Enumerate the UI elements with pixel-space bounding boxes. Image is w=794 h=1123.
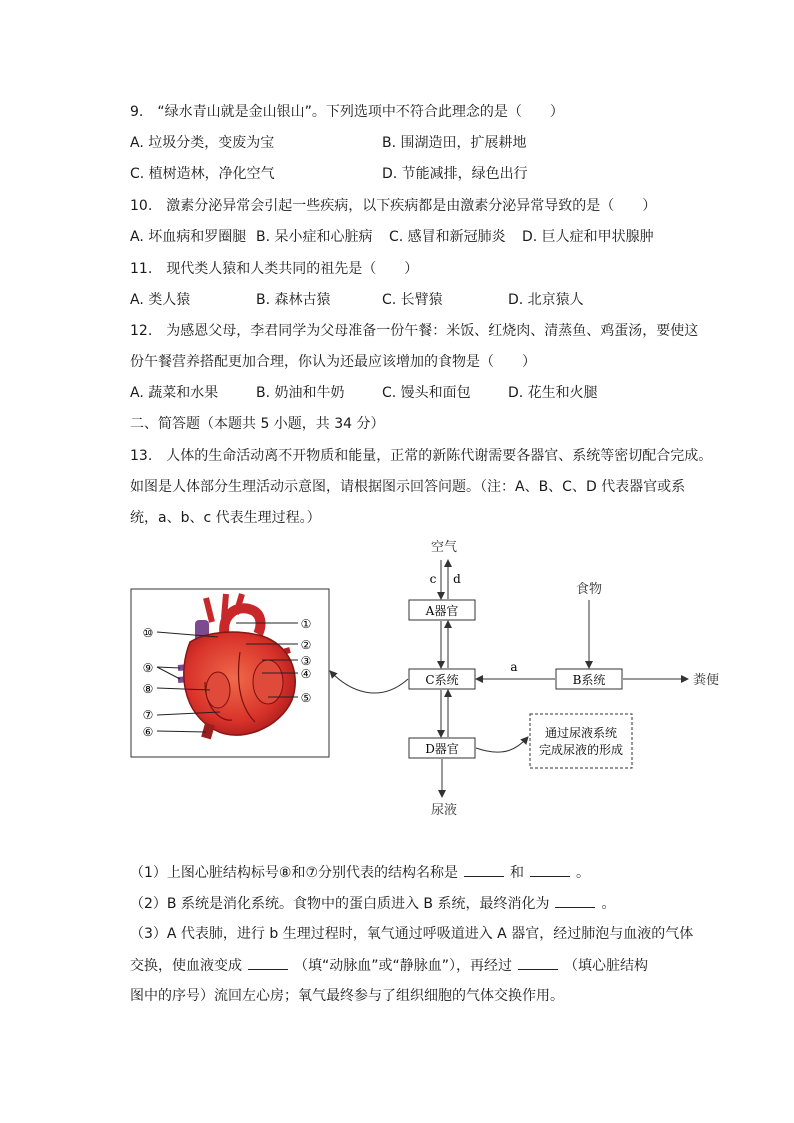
label-system-c: C系统 xyxy=(425,673,459,687)
q13-sub3-l2-text: 交换，使血液变成 xyxy=(130,958,242,974)
label-organ-d: D器官 xyxy=(425,742,459,756)
q13-sub1-end: 。 xyxy=(576,865,591,881)
q12-option-d: D. 花生和火腿 xyxy=(508,385,598,401)
label-urine: 尿液 xyxy=(430,803,458,818)
q12-option-a: A. 蔬菜和水果 xyxy=(130,385,219,401)
heart-label-7: ⑦ xyxy=(142,708,154,722)
answer-blank-4[interactable] xyxy=(248,955,288,970)
q12-stem-line2: 份午餐营养搭配更加合理，你认为还最应该增加的食物是（ ） xyxy=(130,354,536,370)
section-heading: 二、简答题（本题共 5 小题，共 34 分） xyxy=(130,416,385,432)
heart-label-1: ① xyxy=(300,617,312,631)
heart-label-4: ④ xyxy=(300,667,312,681)
q12-option-c: C. 馒头和面包 xyxy=(382,385,471,401)
q9-option-d: D. 节能减排，绿色出行 xyxy=(382,166,528,182)
q9-stem: 9. “绿水青山就是金山银山”。下列选项中不符合此理念的是（ ） xyxy=(130,104,564,120)
q13-intro-line1: 13. 人体的生命活动离不开物质和能量，正常的新陈代谢需要各器官、系统等密切配合完成。 xyxy=(130,448,713,464)
physiology-diagram xyxy=(0,532,794,822)
heart-label-5: ⑤ xyxy=(300,691,312,705)
q9-option-a: A. 垃圾分类，变废为宝 xyxy=(130,135,275,151)
q13-sub1-and: 和 xyxy=(510,865,525,881)
q11-option-b: B. 森林古猿 xyxy=(256,292,331,308)
q13-sub3-l2-hint: （填“动脉血”或“静脉血”），再经过 xyxy=(294,958,513,974)
q13-sub3-line1: （3）A 代表肺，进行 b 生理过程时，氧气通过呼吸道进入 A 器官，经过肺泡与血液的气体 xyxy=(130,926,694,942)
answer-blank-3[interactable] xyxy=(555,893,595,908)
label-feces: 粪便 xyxy=(693,673,720,688)
q9-option-c: C. 植树造林，净化空气 xyxy=(130,166,275,182)
q13-sub2 xyxy=(130,893,615,914)
label-organ-a: A器官 xyxy=(425,604,459,618)
q10-option-c: C. 感冒和新冠肺炎 xyxy=(389,229,506,245)
q13-intro-line2: 如图是人体部分生理活动示意图，请根据图示回答问题。（注：A、B、C、D 代表器官或系 xyxy=(130,479,686,495)
q13-sub3-line2 xyxy=(130,955,648,976)
q10-option-d: D. 巨人症和甲状腺肿 xyxy=(522,229,654,245)
q13-intro-line3: 统，a、b、c 代表生理过程。） xyxy=(130,510,321,526)
label-process-c: c xyxy=(429,572,437,586)
heart-label-10: ⑩ xyxy=(142,626,154,640)
q13-sub2-end: 。 xyxy=(601,896,616,912)
q12-option-b: B. 奶油和牛奶 xyxy=(256,385,345,401)
label-air: 空气 xyxy=(430,540,458,555)
q11-option-d: D. 北京猿人 xyxy=(508,292,584,308)
q13-sub1-text: （1）上图心脏结构标号⑧和⑦分别代表的结构名称是 xyxy=(130,865,459,881)
q13-sub3-line3: 图中的序号）流回左心房；氧气最终参与了组织细胞的气体交换作用。 xyxy=(130,988,564,1004)
q13-sub3-l2-end: （填心脏结构 xyxy=(564,958,649,974)
q11-option-c: C. 长臂猿 xyxy=(382,292,443,308)
q10-option-b: B. 呆小症和心脏病 xyxy=(256,229,373,245)
label-process-a: a xyxy=(510,660,518,674)
q10-stem: 10. 激素分泌异常会引起一些疾病，以下疾病都是由激素分泌异常导致的是（ ） xyxy=(130,198,657,214)
label-system-b: B系统 xyxy=(572,673,606,687)
answer-blank-2[interactable] xyxy=(530,862,570,877)
q12-stem-line1: 12. 为感恩父母，李君同学为父母准备一份午餐：米饭、红烧肉、清蒸鱼、鸡蛋汤，要使这 xyxy=(130,323,699,339)
q11-stem: 11. 现代类人猿和人类共同的祖先是（ ） xyxy=(130,261,419,277)
label-food: 食物 xyxy=(575,582,603,597)
heart-label-8: ⑧ xyxy=(142,682,154,696)
note-line1: 通过尿液系统 xyxy=(544,726,618,740)
q9-option-b: B. 围湖造田，扩展耕地 xyxy=(382,135,527,151)
q13-sub2-text: （2）B 系统是消化系统。食物中的蛋白质进入 B 系统，最终消化为 xyxy=(130,896,550,912)
q10-option-a: A. 坏血病和罗圈腿 xyxy=(130,229,247,245)
label-process-d: d xyxy=(453,572,461,586)
heart-label-6: ⑥ xyxy=(142,725,154,739)
answer-blank-5[interactable] xyxy=(518,955,558,970)
heart-label-2: ② xyxy=(300,638,312,652)
answer-blank-1[interactable] xyxy=(464,862,504,877)
heart-label-9: ⑨ xyxy=(142,661,154,675)
heart-label-3: ③ xyxy=(300,654,312,668)
q13-sub1 xyxy=(130,862,590,883)
q11-option-a: A. 类人猿 xyxy=(130,292,191,308)
note-box xyxy=(530,714,632,768)
note-line2: 完成尿液的形成 xyxy=(538,743,624,757)
